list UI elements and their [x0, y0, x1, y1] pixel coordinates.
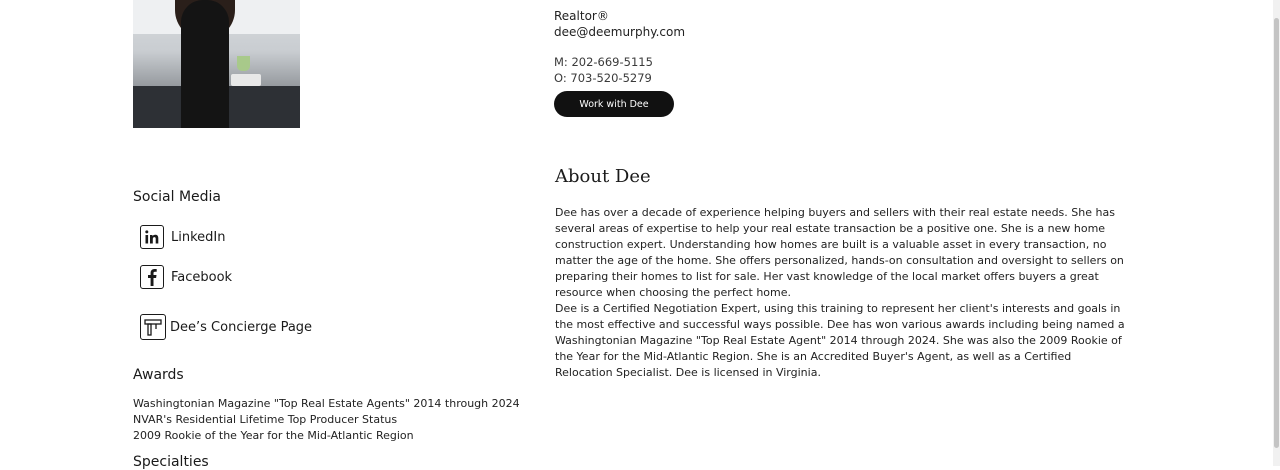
work-with-dee-button[interactable]: Work with Dee Murphy [554, 91, 674, 117]
specialties-heading: Specialties [133, 454, 209, 470]
agent-role: Realtor® [554, 9, 609, 23]
linkedin-link[interactable] [140, 225, 225, 249]
page-scrollbar[interactable] [1273, 0, 1280, 466]
award-item: NVAR's Residential Lifetime Top Producer Status [133, 413, 398, 426]
facebook-icon [140, 265, 164, 289]
photo-cup [237, 56, 250, 71]
agent-phone-mobile[interactable]: M: 202-669-5115 [554, 55, 653, 69]
photo-laptop [231, 74, 261, 86]
award-item: Washingtonian Magazine "Top Real Estate Agents" 2014 through 2024 [133, 397, 520, 410]
agent-email-link[interactable]: dee@deemurphy.com [554, 25, 686, 39]
awards-list [133, 396, 520, 444]
agent-phone-office[interactable]: O: 703-520-5279 [554, 71, 652, 85]
about-paragraph: Dee has over a decade of experience helping buyers and sellers with their real estate needs. She has several areas of expertise to help your real estate transaction be a positive one. She is a new home construction expert. Understanding how homes are built is a valuable asset in every transaction, no matter the age of the home. She offers personalized, hands-on consultation and oversight to sellers on preparing their homes to list for sale. Her vast knowledge of the local market offers buyers a great resource when choosing the perfect home. [555, 206, 1124, 299]
scrollbar-thumb[interactable] [1274, 18, 1279, 448]
concierge-label: Dee’s Concierge Page [170, 319, 313, 335]
facebook-label: Facebook [171, 269, 233, 285]
linkedin-icon [140, 225, 164, 249]
award-item: 2009 Rookie of the Year for the Mid-Atlantic Region [133, 429, 414, 442]
about-heading: About Dee [555, 166, 651, 187]
social-media-heading: Social Media [133, 189, 222, 205]
contact-info [554, 8, 685, 86]
concierge-icon [140, 314, 166, 340]
concierge-page-link[interactable] [140, 314, 312, 340]
awards-heading: Awards [133, 367, 184, 383]
linkedin-label: LinkedIn [171, 229, 226, 245]
agent-photo [133, 0, 300, 128]
photo-figure [181, 0, 229, 128]
facebook-link[interactable] [140, 265, 232, 289]
about-paragraph: Dee is a Certified Negotiation Expert, using this training to represent her client's interests and goals in the most effective and successful ways possible. Dee has won various awards including being named a Washingtonian Magazine "Top Real Estate Agent" 2014 through 2024. She was also the 2009 Rookie of the Year for the Mid-Atlantic Region. She is an Accredited Buyer's Agent, as well as a Certified Relocation Specialist. Dee is licensed in Virginia. [555, 302, 1125, 379]
